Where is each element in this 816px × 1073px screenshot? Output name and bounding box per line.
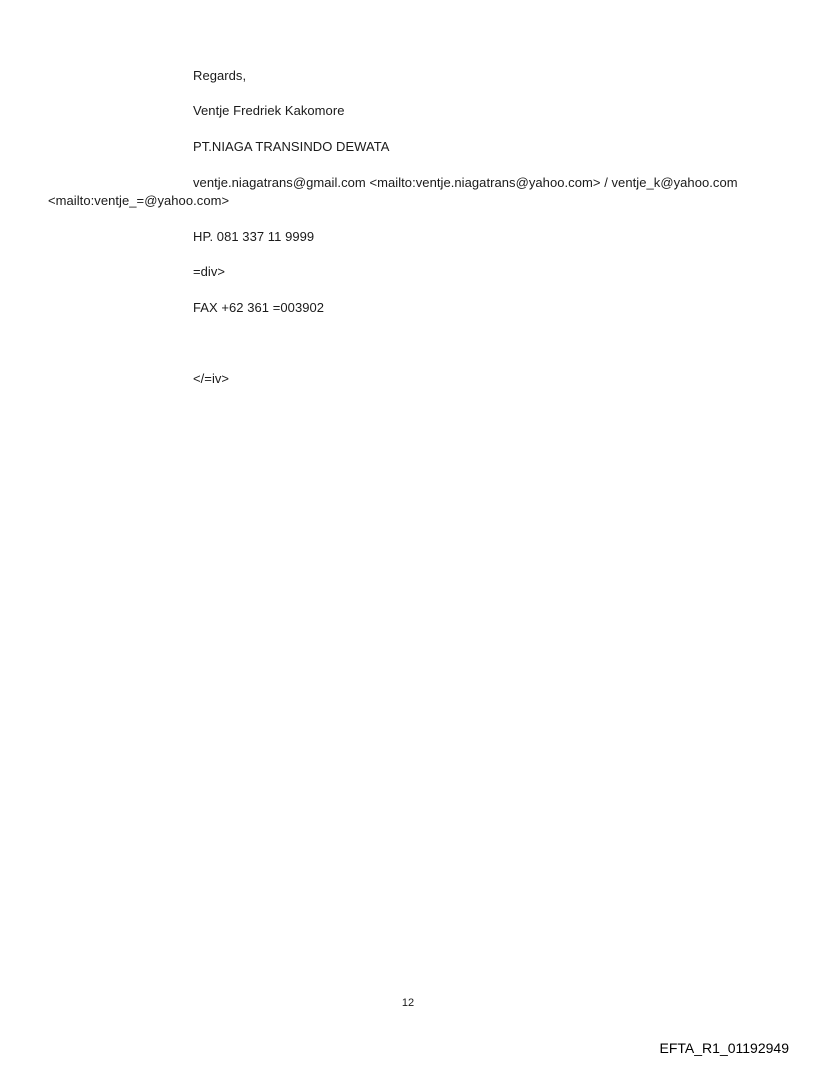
fax-number: FAX +62 361 =003902: [193, 300, 325, 315]
div-open-artifact: =div>: [193, 264, 226, 279]
company-name: PT.NIAGA TRANSINDO DEWATA: [193, 139, 390, 154]
page-number: 12: [401, 997, 415, 1009]
bates-number: EFTA_R1_01192949: [659, 1040, 789, 1056]
email-line-1: ventje.niagatrans@gmail.com <mailto:ventje.niagatrans@yahoo.com> / ventje_k@yahoo.com: [193, 175, 738, 190]
email-line-2: <mailto:ventje_=@yahoo.com>: [48, 193, 230, 208]
sender-name: Ventje Fredriek Kakomore: [193, 103, 345, 118]
div-close-artifact: </=iv>: [193, 371, 230, 386]
closing-text: Regards,: [193, 68, 247, 83]
phone-number: HP. 081 337 11 9999: [193, 229, 315, 244]
